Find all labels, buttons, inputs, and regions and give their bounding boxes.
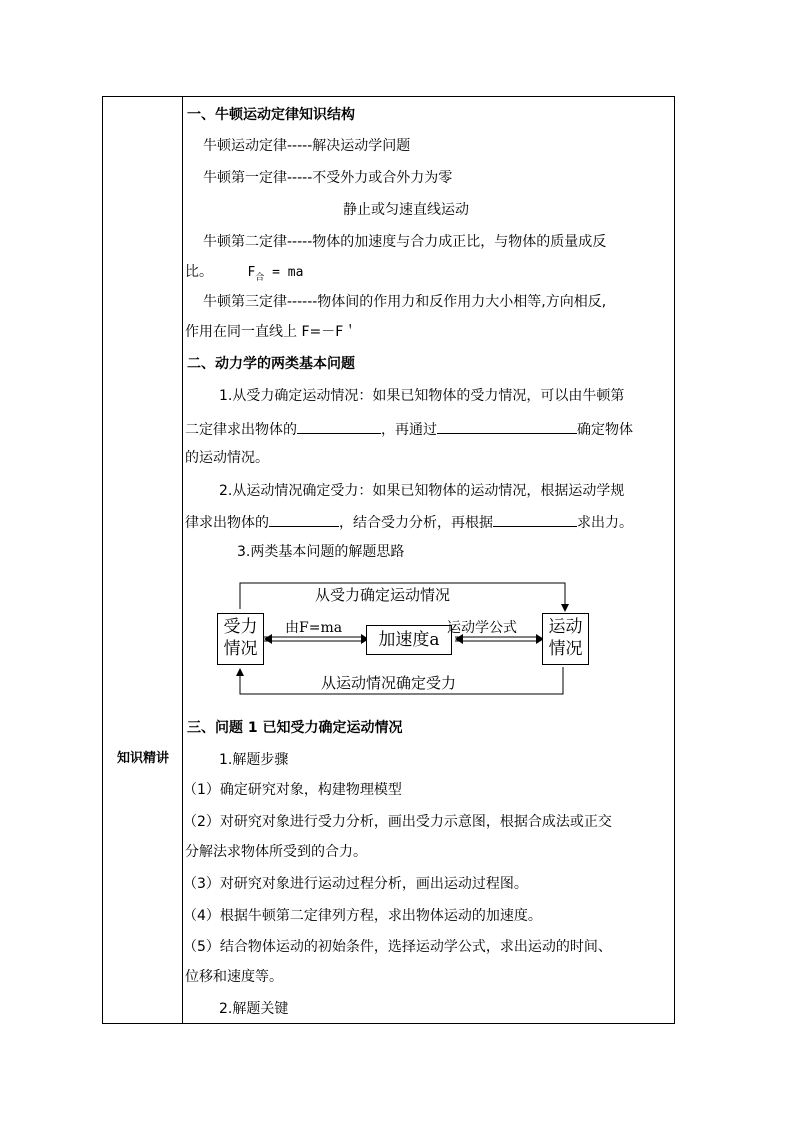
step-5: （5）结合物体运动的初始条件，选择运动学公式，求出运动的时间、 (183, 939, 612, 955)
step-5-cont: 位移和速度等。 (185, 969, 283, 985)
second-law-formula-line (185, 263, 303, 283)
step-2: （2）对研究对象进行受力分析，画出受力示意图，根据合成法或正交 (183, 814, 612, 830)
force-box-line1: 受力 (223, 617, 258, 637)
content-column (185, 97, 673, 1023)
section-1-title: 一、牛顿运动定律知识结构 (187, 107, 355, 123)
left-column (103, 97, 183, 1023)
formula-subscript: 合 (255, 273, 265, 283)
approach-heading: 3.两类基本问题的解题思路 (237, 544, 405, 560)
content-table (102, 96, 675, 1024)
first-law: 牛顿第一定律-----不受外力或合外力为零 (203, 170, 453, 186)
step-3: （3）对研究对象进行运动过程分析，画出运动过程图。 (183, 876, 528, 892)
blank-4 (493, 512, 577, 527)
text-fragment: 律求出物体的 (185, 515, 269, 531)
diagram-top-label: 从受力确定运动情况 (315, 586, 451, 604)
problem-type-2: 2.从运动情况确定受力：如果已知物体的运动情况，根据运动学规 (219, 483, 625, 499)
second-law: 牛顿第二定律-----物体的加速度与合力成正比，与物体的质量成反 (203, 234, 607, 250)
law-overview: 牛顿运动定律-----解决运动学问题 (203, 138, 411, 154)
problem-type-1-cont (185, 419, 633, 439)
blank-2 (437, 419, 577, 434)
step-1: （1）确定研究对象，构建物理模型 (183, 782, 402, 798)
text-fragment: ，结合受力分析，再根据 (339, 515, 493, 531)
row-label: 知识精讲 (116, 751, 169, 766)
text-fragment: 确定物体 (577, 422, 633, 438)
text-fragment: 二定律求出物体的 (185, 422, 297, 438)
formula-ma: = ma (264, 265, 304, 280)
step-4: （4）根据牛顿第二定律列方程，求出物体运动的加速度。 (183, 908, 542, 924)
problem-type-1-end: 的运动情况。 (185, 450, 269, 466)
section-2-title: 二、动力学的两类基本问题 (187, 356, 355, 372)
problem-type-1: 1.从受力确定运动情况：如果已知物体的受力情况，可以由牛顿第 (219, 388, 625, 404)
key-points-heading: 2.解题关键 (219, 1001, 289, 1017)
step-2-cont: 分解法求物体所受到的合力。 (185, 844, 367, 860)
third-law-formula: 作用在同一直线上 F=－F＇ (185, 324, 358, 340)
right-arrow-label: 运动学公式 (447, 620, 517, 636)
problem-type-2-cont (185, 512, 633, 532)
first-law-result: 静止或匀速直线运动 (343, 202, 469, 218)
text-fragment: ，再通过 (381, 422, 437, 438)
force-box (217, 613, 264, 665)
formula-f: F (247, 265, 256, 280)
text-fragment: 求出力。 (577, 515, 633, 531)
flow-diagram (211, 577, 591, 697)
acceleration-box: 加速度a (366, 625, 452, 655)
blank-3 (269, 512, 339, 527)
third-law: 牛顿第三定律------物体间的作用力和反作用力大小相等,方向相反, (203, 294, 607, 310)
motion-box-line1: 运动 (548, 617, 583, 637)
force-box-line2: 情况 (223, 639, 258, 659)
motion-box (542, 613, 589, 665)
left-arrow-label: 由F=ma (285, 620, 343, 636)
section-3-title: 三、问题 1 已知受力确定运动情况 (187, 720, 403, 736)
motion-box-line2: 情况 (548, 639, 583, 659)
blank-1 (297, 419, 381, 434)
left-arrow-tail (264, 634, 272, 644)
second-law-end: 比。 (185, 264, 213, 280)
steps-heading: 1.解题步骤 (219, 752, 289, 768)
diagram-bottom-label: 从运动情况确定受力 (321, 674, 457, 692)
